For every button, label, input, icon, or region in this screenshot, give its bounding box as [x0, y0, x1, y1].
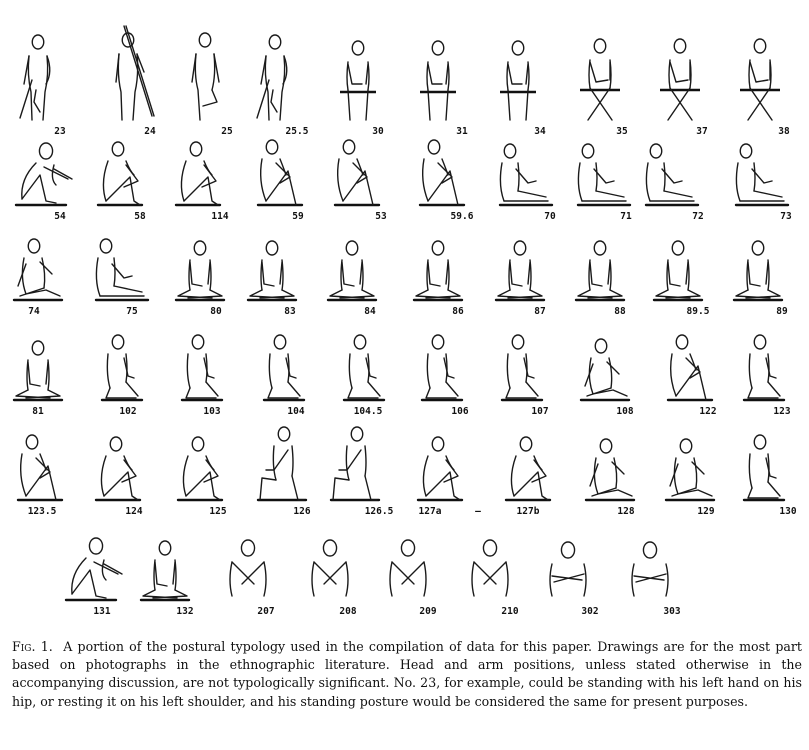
posture-figure-103: [182, 335, 222, 417]
posture-label: 23: [54, 126, 66, 137]
posture-figure-89-5: [654, 241, 710, 317]
posture-figure-128: [586, 439, 635, 517]
posture-figure-58: [98, 142, 146, 222]
posture-figure-129: [666, 439, 715, 517]
posture-figure-30: [340, 41, 384, 137]
posture-label: 38: [778, 126, 790, 137]
posture-label: 127b: [516, 506, 540, 517]
posture-figure-127b: [506, 437, 550, 517]
posture-figure-25: [192, 33, 233, 137]
posture-figure-88: [576, 241, 626, 317]
posture-figure-37: [660, 39, 708, 137]
posture-figure-73: [736, 144, 792, 222]
posture-figure-24: [116, 26, 156, 137]
posture-figure-72: [646, 144, 704, 222]
posture-figure-86: [414, 241, 464, 317]
posture-figure-104: [264, 335, 305, 417]
posture-figure-303: [632, 542, 681, 617]
posture-figure-123-5: [18, 435, 62, 517]
posture-figure-35: [580, 39, 628, 137]
posture-label: 89.5: [686, 306, 710, 317]
posture-figure-114: [176, 142, 229, 222]
posture-label: 122: [699, 406, 717, 417]
posture-label: 88: [614, 306, 626, 317]
figure-caption: [12, 638, 802, 711]
posture-figure-132: [141, 541, 194, 617]
posture-label: 107: [531, 406, 549, 417]
posture-figure-81: [14, 341, 62, 417]
posture-label: 73: [780, 211, 792, 222]
posture-figure-125: [178, 437, 227, 517]
posture-figure-74: [14, 239, 62, 317]
posture-figure-207: [230, 540, 275, 617]
posture-label: 131: [93, 606, 111, 617]
posture-label: 89: [776, 306, 788, 317]
posture-figure-84: [328, 241, 376, 317]
posture-label: 30: [372, 126, 384, 137]
posture-figure-83: [248, 241, 296, 317]
posture-label: 80: [210, 306, 222, 317]
posture-label: 34: [534, 126, 546, 137]
posture-figure-208: [312, 540, 357, 617]
posture-figure-31: [420, 41, 468, 137]
posture-label: 83: [284, 306, 296, 317]
posture-figure-89: [734, 241, 788, 317]
posture-figure-23: [20, 35, 66, 137]
posture-label: 35: [616, 126, 628, 137]
posture-label: 104.5: [353, 406, 383, 417]
posture-label: 86: [452, 306, 464, 317]
posture-label: 54: [54, 211, 66, 222]
posture-label: 25: [221, 126, 233, 137]
posture-figure-106: [422, 335, 469, 417]
posture-label: 209: [419, 606, 437, 617]
posture-figure-38: [740, 39, 790, 137]
posture-label: 24: [144, 126, 156, 137]
posture-label: 58: [134, 211, 146, 222]
posture-label: 81: [32, 406, 44, 417]
posture-label: 114: [211, 211, 229, 222]
posture-label: 302: [581, 606, 599, 617]
posture-label: 103: [203, 406, 221, 417]
posture-figure-104-5: [344, 335, 384, 417]
posture-figure-53: [335, 140, 387, 222]
figure-number: Fig. 1.: [12, 639, 53, 654]
posture-label: 127a: [418, 506, 442, 517]
posture-label: 25.5: [285, 126, 309, 137]
posture-figure-80: [176, 241, 224, 317]
posture-label: 132: [176, 606, 194, 617]
posture-label: 125: [209, 506, 227, 517]
posture-figure-54: [16, 143, 72, 222]
posture-label: 72: [692, 211, 704, 222]
posture-label: 102: [119, 406, 137, 417]
posture-label: 59.6: [450, 211, 474, 222]
posture-label: 124: [125, 506, 143, 517]
posture-figure-209: [390, 540, 437, 617]
posture-label: 106: [451, 406, 469, 417]
posture-label: 130: [779, 506, 797, 517]
posture-figure-107: [502, 335, 549, 417]
posture-label: 70: [544, 211, 556, 222]
posture-figure-127a: [418, 437, 462, 517]
posture-figure-122: [668, 335, 717, 417]
posture-label: 123: [773, 406, 791, 417]
posture-label: 129: [697, 506, 715, 517]
posture-figure-130: [744, 435, 797, 517]
posture-label: 123.5: [27, 506, 57, 517]
posture-figure-75: [96, 239, 148, 317]
posture-label: 126: [293, 506, 311, 517]
posture-label: 37: [696, 126, 708, 137]
posture-figure-126: [258, 427, 311, 517]
posture-label: 104: [287, 406, 305, 417]
posture-label: 208: [339, 606, 357, 617]
posture-label: 87: [534, 306, 546, 317]
posture-figure-102: [102, 335, 142, 417]
posture-figure-302: [550, 542, 599, 617]
posture-label: 75: [126, 306, 138, 317]
posture-label: 74: [28, 306, 40, 317]
posture-figure-210: [472, 540, 519, 617]
posture-figure-59-6: [420, 140, 474, 222]
posture-figure-108: [581, 339, 634, 417]
posture-label: 126.5: [364, 506, 394, 517]
posture-label: 53: [375, 211, 387, 222]
posture-label: 128: [617, 506, 635, 517]
posture-label: 303: [663, 606, 681, 617]
posture-figure-123: [744, 335, 791, 417]
posture-label: 71: [620, 211, 632, 222]
posture-label: 207: [257, 606, 275, 617]
posture-figure-34: [500, 41, 546, 137]
caption-text: A portion of the postural typology used in the compilation of data for this paper. Drawings are for the most part based on photographs in the ethnographic literature. Head and arm positions, unless stated otherwise in the accompanying discussion, are not typologically significant. No. 23, for example, could be standing with his left hand on his hip, or resting it on his left shoulder, and his standing posture would be considered the same for present purposes.: [12, 639, 802, 709]
posture-figure-131: [66, 538, 122, 617]
posture-label: 84: [364, 306, 376, 317]
posture-figure-70: [500, 144, 556, 222]
posture-label: 31: [456, 126, 468, 137]
posture-figure-59: [258, 140, 304, 222]
posture-figure-126-5: [331, 427, 394, 517]
posture-label: 210: [501, 606, 519, 617]
posture-figure-71: [578, 144, 632, 222]
posture-figure-87: [496, 241, 546, 317]
range-dash: –: [475, 506, 481, 517]
posture-figure-124: [96, 437, 143, 517]
posture-figure-25-5: [257, 35, 309, 137]
posture-label: 108: [616, 406, 634, 417]
posture-label: 59: [292, 211, 304, 222]
